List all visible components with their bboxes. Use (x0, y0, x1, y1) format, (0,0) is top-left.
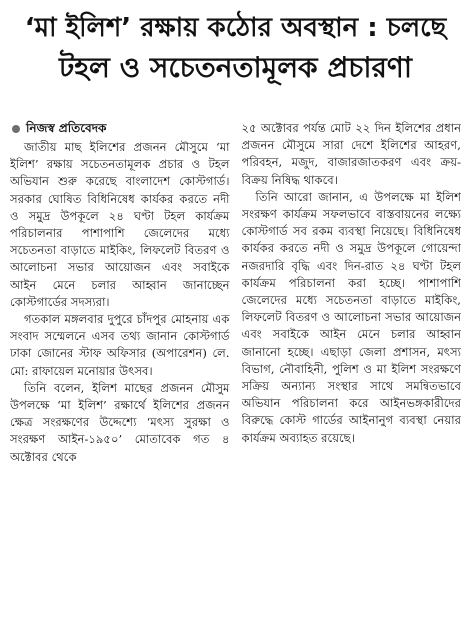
paragraph: জাতীয় মাছ ইলিশের প্রজনন মৌসুমে ‘মা ইলিশ’ রক্ষায় সচেতনতামূলক প্রচার ও টহল অভিযান শুরু করেছে বাংলাদেশ কোস্টগার্ড। সরকার ঘোষিত বিধিনিষেধ কার্যকর করতে নদী ও সমুদ্র উপকূলে ২৪ ঘণ্টা টহল কার্যক্রম পরিচালনার পাশাপাশি জেলেদের মধ্যে সচেতনতা বাড়াতে মাইকিং, লিফলেট বিতরণ ও আলোচনা সভার আয়োজন এবং সবাইকে আইন মেনে চলার আহ্বান জানাচ্ছেন কোস্টগার্ডের সদস্যরা। (10, 140, 230, 309)
headline-line-2: টহল ও সচেতনতামূলক প্রচারণা (59, 51, 412, 84)
paragraph: তিনি বলেন, ইলিশ মাছের প্রজনন মৌসুম উপলক্ষে ‘মা ইলিশ’ রক্ষার্থে ইলিশের প্রজনন ক্ষেত্র সংরক্ষণের উদ্দেশ্যে ‘মৎস্য সুরক্ষা ও সংরক্ষণ আইন-১৯৫০’ মোতাবেক গত ৪ অক্টোবর থেকে (10, 380, 230, 464)
paragraph: তিনি আরো জানান, এ উপলক্ষে মা ইলিশ সংরক্ষণ কার্যক্রম সফলভাবে বাস্তবায়নের লক্ষ্যে কোস্টগার্ড সব রকম ব্যবস্থা নিয়েছে। বিধিনিষেধ কার্যকর করতে নদী ও সমুদ্র উপকূলে গোয়েন্দা নজরদারি বৃদ্ধি এবং দিন-রাত ২৪ ঘণ্টা টহল কার্যক্রম পরিচালনা করা হচ্ছে। পাশাপাশি জেলেদের মধ্যে সচেতনতা বাড়াতে মাইকিং, লিফলেট বিতরণ ও আলোচনা সভার আয়োজন এবং সবাইকে আইন মেনে চলার আহ্বান জানানো হচ্ছে। এছাড়া জেলা প্রশাসন, মৎস্য বিভাগ, নৌবাহিনী, পুলিশ ও মা ইলিশ সংরক্ষণে সক্রিয় অন্যান্য সংস্থার সাথে সমন্বিতভাবে অভিযান পরিচালনা করে আইনভঙ্গকারীদের বিরুদ্ধে কোস্ট গার্ডের আইনানুগ ব্যবস্থা নেয়ার কার্যক্রম অব্যাহত রয়েছে। (241, 189, 461, 445)
headline-line-1: ‘মা ইলিশ’ রক্ষায় কঠোর অবস্থান : চলছে (24, 13, 447, 43)
byline-text: নিজস্ব প্রতিবেদক (26, 121, 107, 135)
paragraph: গতকাল মঙ্গলবার দুপুরে চাঁদপুর মোহনায় এক সংবাদ সম্মেলনে এসব তথ্য জানান কোস্টগার্ড ঢাকা জোনের স্টাফ অফিসার (অপারেশন) লে. মো: রাফায়েল মনোয়ার উৎসব। (10, 312, 230, 378)
byline (10, 120, 230, 137)
left-column (10, 120, 230, 637)
headline (10, 8, 461, 88)
bullet-icon (12, 125, 20, 133)
right-column (242, 120, 462, 637)
paragraph: ২৫ অক্টোবর পর্যন্ত মোট ২২ দিন ইলিশের প্রধান প্রজনন মৌসুমে সারা দেশে ইলিশের আহরণ, পরিবহন, মজুদ, বাজারজাতকরণ এবং ক্রয়-বিক্রয় নিষিদ্ধ থাকবে। (241, 121, 461, 187)
article-body (10, 120, 461, 637)
